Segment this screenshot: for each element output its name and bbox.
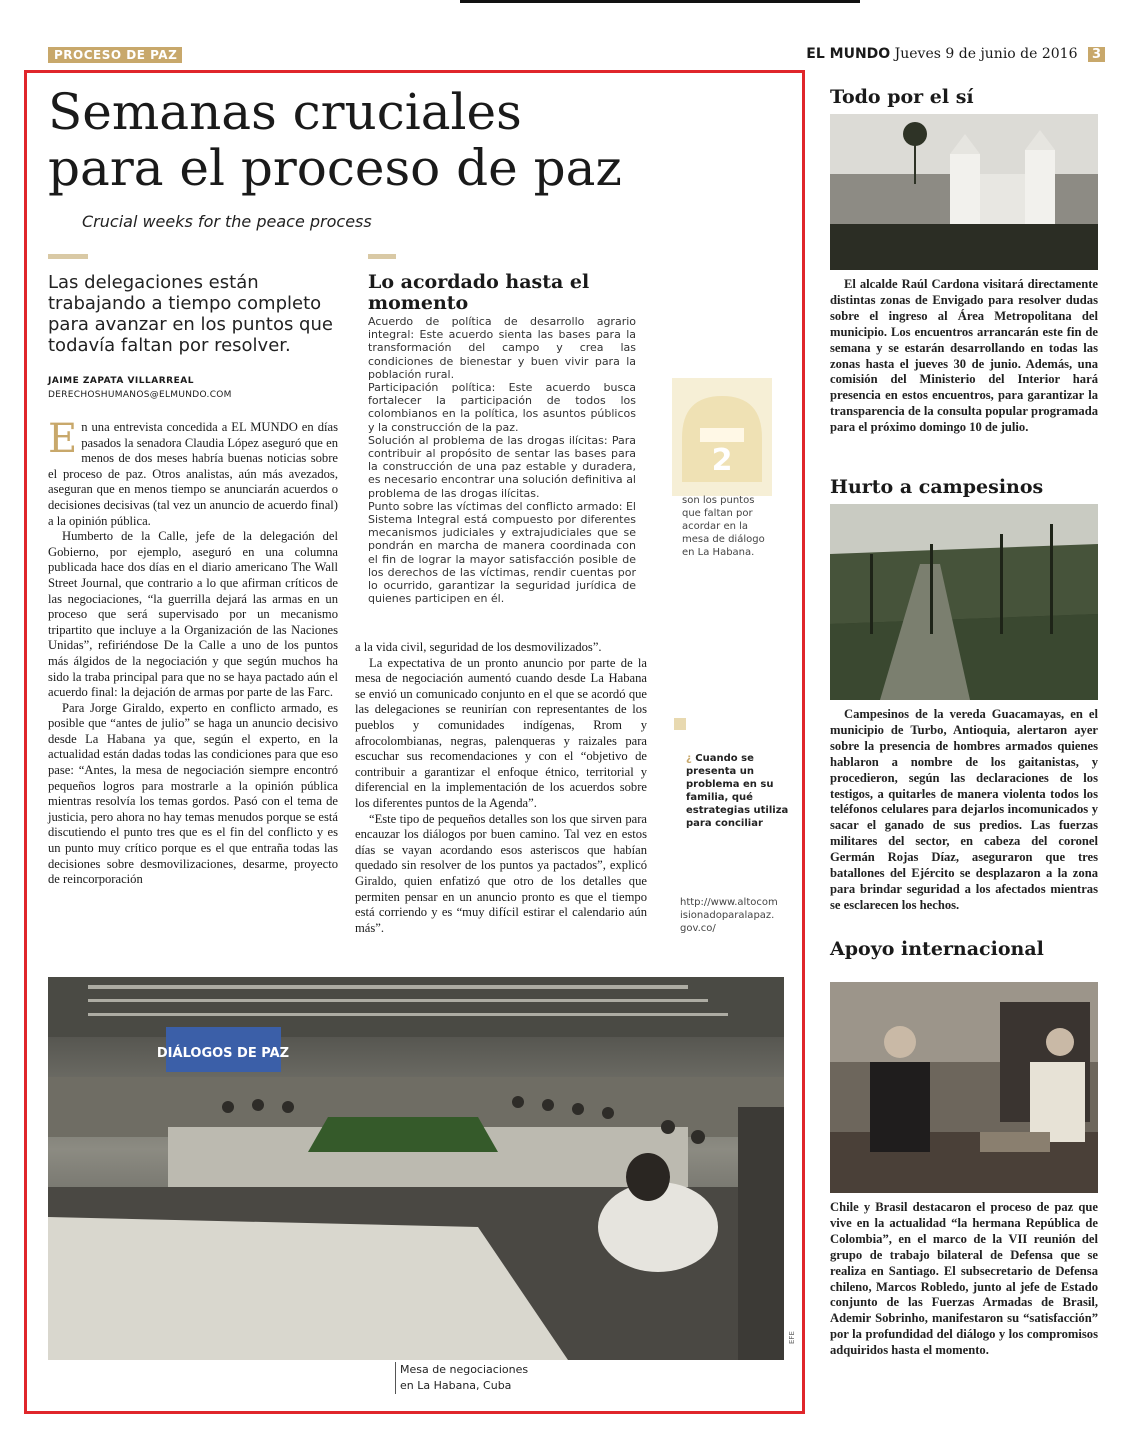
graphic-number: 2	[711, 443, 733, 478]
agreements-box-title: Lo acordado hasta el momento	[368, 271, 590, 314]
commission-link[interactable]: http://www.altocomisionadoparalapaz.gov.co/	[680, 897, 778, 934]
quote-marker	[674, 718, 686, 730]
article-deck: Las delegaciones están trabajando a tiempo completo para avanzar en los puntos que todavía faltan por resolver.	[48, 272, 333, 356]
box-marker	[368, 254, 396, 259]
defense-meeting-photo	[830, 982, 1098, 1193]
sidebar-body-hurto-a-campesinos	[830, 707, 1098, 914]
deck-marker	[48, 254, 88, 259]
negotiation-photo	[48, 977, 784, 1360]
agreement-item: Acuerdo de política de desarrollo agrario integral: Este acuerdo sienta las bases para la transformación del campo y crea las condiciones de bienestar y buen vivir para la población rural.	[368, 315, 636, 381]
rural-field-photo	[830, 504, 1098, 700]
author-email: DERECHOSHUMANOS@ELMUNDO.COM	[48, 390, 232, 400]
section-tag: PROCESO DE PAZ	[48, 47, 182, 63]
sidebar-title-apoyo-internacional: Apoyo internacional	[830, 938, 1044, 960]
masthead	[806, 46, 1105, 62]
paragraph: a la vida civil, seguridad de los desmovilizados”.	[355, 640, 602, 654]
paragraph: Chile y Brasil destacaron el proceso de paz que vive en la actualidad “la hermana República de Colombia”, en el marco de la VII reunión del grupo de trabajo bilateral de Defensa que se realiza en Santiago. El subsecretario de Defensa chileno, Marcos Robledo, junto al jefe de Estado conjunto de las Fuerzas Armadas de Brasil, Ademir Sobrinho, manifestaron su “satisfacción” por la profundidad del diálogo y los compromisos adquiridos hasta el momento.	[830, 1200, 1098, 1358]
paragraph	[48, 416, 338, 529]
envigado-town-photo	[830, 114, 1098, 270]
agreement-item: Punto sobre las víctimas del conflicto armado: El Sistema Integral está compuesto por diferentes mecanismos judiciales y extrajudiciales que se pondrán en marcha de manera coordinada con el fin de lograr la mayor satisfacción posible de los derechos de las víctimas, rendir cuentas por lo ocurrido, garantizar la seguridad jurídica de quienes participen en él.	[368, 499, 636, 606]
brand-name: EL MUNDO	[806, 46, 891, 62]
english-subtitle: Crucial weeks for the peace process	[82, 212, 372, 231]
page-number: 3	[1088, 47, 1105, 62]
sidebar-title-todo-por-el-si: Todo por el sí	[830, 86, 974, 108]
article-column-2	[355, 640, 647, 936]
sidebar-title-hurto-a-campesinos: Hurto a campesinos	[830, 476, 1044, 498]
issue-date: Jueves 9 de junio de 2016	[894, 46, 1078, 62]
headline	[48, 84, 668, 196]
top-rule	[460, 0, 860, 3]
paragraph: La expectativa de un pronto anuncio por parte de la mesa de negociación aumentó cuando desde La Habana se envió un comunicado conjunto en el que se acordó que las delegaciones se reunirían con representantes de los pueblos y comunidades indígenas, Rrom y afrocolombianas, negras, palenqueras y raizales para escuchar sus recomendaciones y con el “objetivo de contribuir a garantizar el enfoque étnico, territorial y diferencial en la implementación de los acuerdos sobre los diferentes puntos de la Agenda”.	[355, 655, 647, 810]
article-column-1	[48, 416, 338, 888]
points-note: son los puntos que faltan por acordar en la mesa de diálogo en La Habana.	[682, 495, 765, 558]
quote-glyph: ¿	[686, 753, 692, 764]
sidebar-body-apoyo-internacional	[830, 1200, 1098, 1359]
paragraph: Para Jorge Giraldo, experto en conflicto armado, es posible que “antes de julio” se haga un anuncio decisivo desde La Habana ya que, según el experto, en la actualidad están dadas todas las condiciones para que eso pase: “Antes, la mesa de negociación siempre encontró pequeños logros para mostrarle a la opinión pública mientras resolvía los temas gordos. Pasó con el tema de justicia, pero ahora no hay temas menudos porque se está discutiendo el punto tres que es el fin del conflicto y es un punto muy crítico porque es el que entraña todas las decisiones sobre desmovilizaciones, desarme, proyecto de reincorporación	[48, 700, 338, 887]
headline-line-1: Semanas cruciales	[48, 83, 522, 141]
agreement-item: Solución al problema de las drogas ilícitas: Para contribuir al propósito de sentar las bases para la construcción de una paz estable y duradera, es necesario encontrar una solución definitiva al problema de las drogas ilícitas.	[368, 433, 636, 500]
paragraph: El alcalde Raúl Cardona visitará directamente distintas zonas de Envigado para resolver dudas sobre el ingreso al Área Metropolitana del municipio. Los encuentros arrancarán este fin de semana y se estarán desarrollando en todas las zonas hasta el jueves 30 de junio. Además, una comisión del Ministerio del Interior hará presencia en estos encuentros, para garantizar la transparencia de la consulta popular programada para el próximo domingo 10 de julio.	[830, 277, 1098, 435]
family-question-note	[686, 752, 796, 830]
family-question-text: Cuando se presenta un problema en su familia, qué estrategias utiliza para conciliar	[686, 753, 789, 829]
points-count-graphic	[672, 378, 772, 496]
photo-caption-line-2: en La Habana, Cuba	[400, 1379, 512, 1392]
banner-text: DIÁLOGOS DE PAZ	[156, 1046, 290, 1061]
photo-credit: EFE	[788, 1331, 796, 1344]
paragraph: Humberto de la Calle, jefe de la delegación del Gobierno, por ejemplo, aseguró en una columna publicada hace dos días en el diario americano The Wall Street Journal, que contrario a lo que afirman críticos de las negociaciones, “la guerrilla dejará las armas en un proceso que será supervisado por un mecanismo tripartito que incluye a la Organización de las Naciones Unidas”, refiriéndose De la Calle a uno de los puntos más álgidos de la negociación y que según muchos ha sido la traba principal para que no se haya pactado aún el acuerdo final: la dejación de armas por parte de las Farc.	[48, 529, 338, 700]
agreement-item: Participación política: Este acuerdo busca fortalecer la participación de todos los colombianos en la política, los asuntos públicos y la construcción de la paz.	[368, 381, 636, 434]
sidebar-body-todo-por-el-si	[830, 277, 1098, 436]
author-byline: JAIME ZAPATA VILLARREAL	[48, 376, 194, 386]
paragraph: Campesinos de la vereda Guacamayas, en el municipio de Turbo, Antioquia, alertaron ayer sobre la presencia de hombres armados quienes hablaron a nombre de los gaitanistas, y procedieron, según las declaraciones de los testigos, a quitarles de manera violenta todos los teléfonos celulares para dejarlos incomunicados y sacar el ganado de sus predios. Las fuerzas militares del sector, en cabeza del coronel Germán Rojas Díaz, aseguraron que tres batallones del Ejército se desplazaron a la zona para brindar seguridad a los afectados mientras se esclarecen los hechos.	[830, 707, 1098, 912]
dropcap: E	[48, 416, 78, 462]
center-plants	[308, 1117, 498, 1152]
photo-caption	[395, 1362, 528, 1394]
graphic-band	[700, 428, 744, 442]
paragraph: “Este tipo de pequeños detalles son los que sirven para encauzar los diálogos por buen camino. Tal vez en estos días se vayan acordando esos asteriscos que habían quedado sin resolver de los puntos ya pactados”, explicó Giraldo, quien enfatizó que otro de los detalles que permiten pensar en un anuncio pronto es que el tiempo está corriendo y es “muy difícil estirar el calendario aún más”.	[355, 811, 647, 935]
headline-line-2: para el proceso de paz	[48, 139, 622, 197]
paragraph-text: n una entrevista concedida a EL MUNDO en días pasados la senadora Claudia López aseguró que en menos de dos meses habría buenas noticias sobre el proceso de paz. Otros analistas, aún más avezados, aseguran que en menos tiempo se anunciarán acuerdos o decisiones decisivas (tal vez un anuncio de acuerdo final) a la opinión pública.	[48, 420, 338, 528]
photo-caption-line-1: Mesa de negociaciones	[400, 1363, 529, 1376]
agreements-box	[368, 315, 636, 605]
